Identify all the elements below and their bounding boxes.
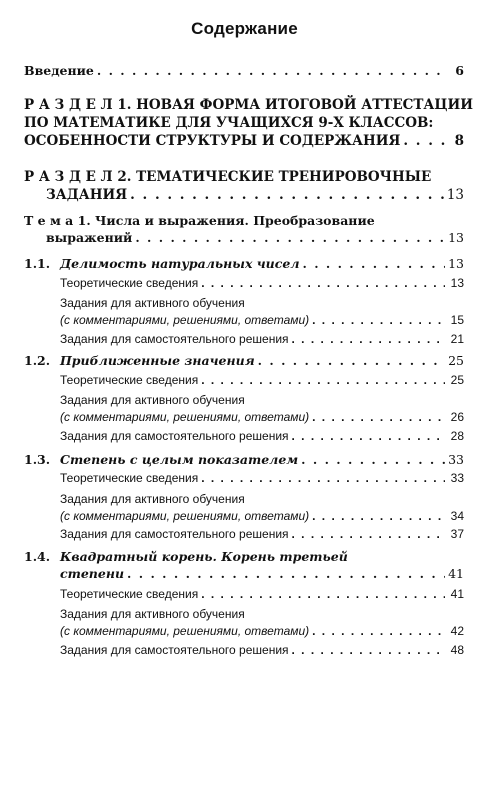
toc-item[interactable] xyxy=(60,275,464,292)
toc-entry-intro[interactable] xyxy=(24,62,464,79)
dot-leader xyxy=(312,312,445,329)
dot-leader xyxy=(292,428,445,445)
page-number: 33 xyxy=(448,452,464,467)
entry-label-line: ОСОБЕННОСТИ СТРУКТУРЫ И СОДЕРЖАНИЯ xyxy=(24,133,401,149)
page-number: 33 xyxy=(450,471,464,485)
toc-entry-razdel-2[interactable] xyxy=(24,168,464,204)
dot-leader xyxy=(312,623,445,640)
dot-leader xyxy=(127,565,445,582)
section-number: 1.2. xyxy=(24,353,51,368)
item-label: Задания для активного обучения xyxy=(60,393,245,407)
dot-leader xyxy=(201,586,445,603)
page-number: 13 xyxy=(450,276,464,290)
item-label: Теоретические сведения xyxy=(60,471,199,485)
dot-leader xyxy=(292,526,445,543)
toc-item[interactable] xyxy=(60,586,464,603)
page-number: 28 xyxy=(450,429,464,443)
dot-leader xyxy=(135,229,445,246)
page-number: 42 xyxy=(450,624,464,638)
dot-leader xyxy=(258,352,445,369)
toc-item[interactable] xyxy=(60,491,464,525)
page-number: 26 xyxy=(450,410,464,424)
dot-leader xyxy=(97,62,445,79)
toc-section-1-2[interactable] xyxy=(24,352,464,369)
toc-item[interactable] xyxy=(60,526,464,543)
dot-leader xyxy=(292,642,445,659)
page-number: 13 xyxy=(448,230,464,245)
page-number: 37 xyxy=(450,527,464,541)
entry-label-line: Р А З Д Е Л 1. НОВАЯ ФОРМА ИТОГОВОЙ АТТЕСТАЦИИ xyxy=(24,97,473,113)
toc-item[interactable] xyxy=(60,642,464,659)
section-title: Приближенные значения xyxy=(60,353,255,368)
dot-leader xyxy=(201,470,445,487)
dot-leader xyxy=(292,331,445,348)
dot-leader xyxy=(312,409,445,426)
page-number: 21 xyxy=(450,332,464,346)
toc-item[interactable] xyxy=(60,428,464,445)
toc-item[interactable] xyxy=(60,372,464,389)
item-label: Задания для активного обучения xyxy=(60,607,245,621)
toc-item[interactable] xyxy=(60,606,464,640)
dot-leader xyxy=(403,132,445,150)
dot-leader xyxy=(302,255,445,272)
item-label: Теоретические сведения xyxy=(60,373,199,387)
entry-label: Введение xyxy=(24,63,94,78)
page-number: 25 xyxy=(448,353,464,368)
item-label: Задания для активного обучения xyxy=(60,492,245,506)
page-number: 6 xyxy=(455,63,464,78)
section-title: степени xyxy=(60,566,125,581)
item-label: Задания для самостоятельного решения xyxy=(60,643,289,657)
item-label: Теоретические сведения xyxy=(60,587,199,601)
item-label: (с комментариями, решениями, ответами) xyxy=(60,624,310,638)
toc-section-1-1[interactable] xyxy=(24,255,464,272)
page-number: 41 xyxy=(448,566,464,581)
page-number: 13 xyxy=(446,187,464,203)
toc-item[interactable] xyxy=(60,470,464,487)
toc-section-1-3[interactable] xyxy=(24,451,464,468)
item-label: Теоретические сведения xyxy=(60,276,199,290)
item-label: (с комментариями, решениями, ответами) xyxy=(60,313,310,327)
toc-section-1-4[interactable] xyxy=(24,548,464,582)
item-label: (с комментариями, решениями, ответами) xyxy=(60,410,310,424)
page-number: 34 xyxy=(450,509,464,523)
toc-item[interactable] xyxy=(60,331,464,348)
page-number: 25 xyxy=(450,373,464,387)
entry-label-line: ПО МАТЕМАТИКЕ ДЛЯ УЧАЩИХСЯ 9-Х КЛАССОВ: xyxy=(24,115,434,131)
page-number: 13 xyxy=(448,256,464,271)
toc-item[interactable] xyxy=(60,295,464,329)
toc-entry-razdel-1[interactable] xyxy=(24,96,473,150)
page-number: 8 xyxy=(454,133,464,149)
page-title: Содержание xyxy=(191,19,298,38)
page-number: 41 xyxy=(450,587,464,601)
section-title: Квадратный корень. Корень третьей xyxy=(60,549,348,564)
dot-leader xyxy=(130,186,444,204)
section-number: 1.3. xyxy=(24,452,51,467)
item-label: Задания для самостоятельного решения xyxy=(60,527,289,541)
section-title: Степень с целым показателем xyxy=(60,452,299,467)
dot-leader xyxy=(312,508,445,525)
section-number: 1.4. xyxy=(24,549,51,564)
dot-leader xyxy=(201,275,445,292)
entry-label-line: Т е м а 1. Числа и выражения. Преобразование xyxy=(24,213,375,228)
entry-label-line: Р А З Д Е Л 2. ТЕМАТИЧЕСКИЕ ТРЕНИРОВОЧНЫЕ xyxy=(24,169,432,185)
entry-label-line: ЗАДАНИЯ xyxy=(46,187,128,203)
section-number: 1.1. xyxy=(24,256,51,271)
item-label: Задания для активного обучения xyxy=(60,296,245,310)
item-label: Задания для самостоятельного решения xyxy=(60,332,289,346)
page-number: 48 xyxy=(450,643,464,657)
section-title: Делимость натуральных чисел xyxy=(60,256,300,271)
toc-item[interactable] xyxy=(60,392,464,426)
dot-leader xyxy=(301,451,445,468)
entry-label-line: выражений xyxy=(46,230,133,245)
item-label: (с комментариями, решениями, ответами) xyxy=(60,509,310,523)
dot-leader xyxy=(201,372,445,389)
toc-entry-tema-1[interactable] xyxy=(24,212,464,246)
page-number: 15 xyxy=(450,313,464,327)
item-label: Задания для самостоятельного решения xyxy=(60,429,289,443)
